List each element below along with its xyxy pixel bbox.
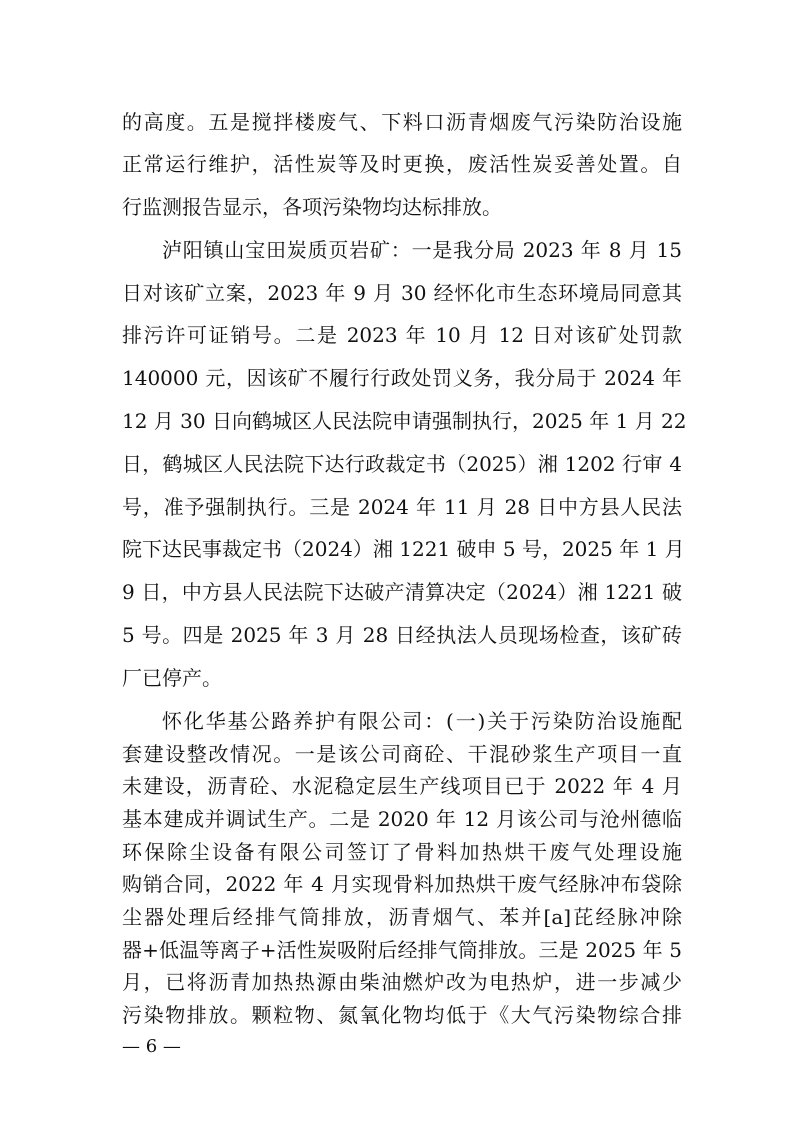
text-line: 未建设，沥青砼、水泥稳定层生产线项目已于 2022 年 4 月 [122,774,682,798]
text-line: 5 号。四是 2025 年 3 月 28 日经执法人员现场检查，该矿砖 [122,623,682,647]
text-line: 9 日，中方县人民法院下达破产清算决定（2024）湘 1221 破 [122,580,682,604]
text-line: 套建设整改情况。一是该公司商砼、干混砂浆生产项目一直 [122,742,682,766]
text-line: 140000 元，因该矿不履行行政处罚义务，我分局于 2024 年 [122,366,682,390]
text-line: 院下达民事裁定书（2024）湘 1221 破申 5 号，2025 年 1 月 [122,537,685,561]
text-line: 尘器处理后经排气筒排放，沥青烟气、苯并[a]芘经脉冲除 [122,905,682,929]
text-line: 环保除尘设备有限公司签订了骨料加热烘干废气处理设施 [122,840,682,864]
text-line: 器+低温等离子+活性炭吸附后经排气筒排放。三是 2025 年 5 [122,938,682,962]
text-line: 日对该矿立案，2023 年 9 月 30 经怀化市生态环境局同意其 [122,281,682,305]
text-line: 污染物排放。颗粒物、氮氧化物均低于《大气污染物综合排 [122,1003,682,1027]
text-line: 正常运行维护，活性炭等及时更换，废活性炭妥善处置。自 [122,152,682,176]
page-number: — 6 — [122,1036,181,1057]
text-line: 日，鹤城区人民法院下达行政裁定书（2025）湘 1202 行审 4 [122,452,682,476]
text-line: 泸阳镇山宝田炭质页岩矿：一是我分局 2023 年 8 月 15 [162,238,682,262]
text-line: 的高度。五是搅拌楼废气、下料口沥青烟废气污染防治设施 [122,110,682,134]
text-line: 排污许可证销号。二是 2023 年 10 月 12 日对该矿处罚款 [122,323,682,347]
text-line: 月，已将沥青加热热源由柴油燃炉改为电热炉，进一步减少 [122,970,682,994]
text-line: 12 月 30 日向鹤城区人民法院申请强制执行，2025 年 1 月 22 [122,409,687,433]
text-line: 厂已停产。 [122,666,222,690]
text-line: 购销合同，2022 年 4 月实现骨料加热烘干废气经脉冲布袋除 [122,872,682,896]
text-line: 行监测报告显示，各项污染物均达标排放。 [122,195,502,219]
text-line: 基本建成并调试生产。二是 2020 年 12 月该公司与沧州德临 [122,807,682,831]
text-line: 怀化华基公路养护有限公司：(一)关于污染防治设施配 [162,709,682,733]
text-line: 号，准予强制执行。三是 2024 年 11 月 28 日中方县人民法 [122,495,682,519]
